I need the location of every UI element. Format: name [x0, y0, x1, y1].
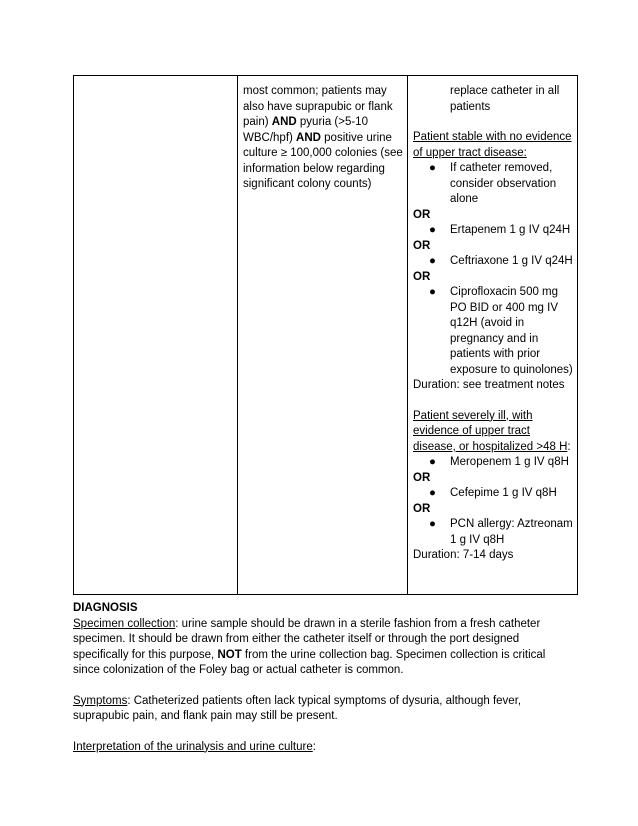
- table-cell-empty: [74, 76, 238, 595]
- stable-heading: Patient stable with no evidence of upper tract disease:: [413, 131, 572, 159]
- bullet-icon: ●: [429, 487, 436, 499]
- severe-heading-wrap: [413, 409, 573, 456]
- interpretation-colon: :: [312, 740, 316, 753]
- or-label: OR: [413, 270, 431, 283]
- or-label: OR: [413, 502, 431, 515]
- criteria-text-3: positive urine culture ≥ 100,000 colonies (see information below regarding significant colony counts): [243, 131, 403, 190]
- list-item: [413, 455, 573, 471]
- symptoms-text: : Catheterized patients often lack typical symptoms of dysuria, although fever, suprapubic pain, and flank pain may still be present.: [73, 694, 522, 722]
- list-item: [413, 254, 573, 270]
- list-item: [413, 223, 573, 239]
- list-item: [413, 161, 573, 208]
- criteria-and-2: AND: [296, 131, 321, 144]
- bullet-icon: ●: [429, 255, 436, 267]
- specimen-paragraph: [73, 617, 573, 679]
- stable-options-list: [413, 254, 573, 270]
- severe-options-list: [413, 517, 573, 548]
- option-text: If catheter removed, consider observation alone: [450, 162, 557, 205]
- bullet-icon: ●: [429, 518, 436, 530]
- specimen-text-1: : urine sample should be drawn in a sterile fashion from a fresh catheter specimen. It should be drawn from either the catheter itself or through the port designed specifically for this purpose,: [73, 617, 541, 661]
- severe-heading-colon: :: [567, 440, 571, 453]
- list-item: [413, 517, 573, 548]
- option-text: Cefepime 1 g IV q8H: [450, 487, 557, 499]
- stable-duration: Duration: see treatment notes: [413, 379, 565, 391]
- or-label: OR: [413, 471, 431, 484]
- or-label: OR: [413, 208, 431, 221]
- bullet-icon: ●: [429, 286, 436, 298]
- symptoms-label: Symptoms: [73, 694, 128, 707]
- severe-options-list: [413, 455, 573, 471]
- continued-text: replace catheter in all patients: [450, 85, 560, 113]
- interpretation-label: Interpretation of the urinalysis and urine culture: [73, 740, 313, 753]
- option-text: Meropenem 1 g IV q8H: [450, 456, 569, 468]
- list-item: [413, 486, 573, 502]
- stable-options-list: [413, 223, 573, 239]
- interpretation-paragraph: [73, 740, 573, 756]
- option-text: Ciprofloxacin 500 mg PO BID or 400 mg IV q12H (avoid in pregnancy and in patients with prior exposure to quinolones): [450, 286, 573, 376]
- bullet-icon: ●: [429, 224, 436, 236]
- table-row: [74, 76, 578, 595]
- list-item: [413, 285, 573, 378]
- option-text: Ertapenem 1 g IV q24H: [450, 224, 571, 236]
- specimen-text-2: from the urine collection bag. Specimen collection is critical since colonization of the Foley bag or actual catheter is common.: [73, 648, 546, 676]
- table-cell-criteria: [238, 76, 408, 595]
- diagnosis-section: [73, 601, 573, 770]
- severe-duration: Duration: 7-14 days: [413, 549, 514, 561]
- severe-options-list: [413, 486, 573, 502]
- criteria-text-1: most common; patients may also have suprapubic or flank pain): [243, 85, 393, 128]
- option-text: PCN allergy: Aztreonam 1 g IV q8H: [450, 518, 573, 546]
- stable-options-list: [413, 161, 573, 208]
- specimen-label: Specimen collection: [73, 617, 176, 630]
- or-label: OR: [413, 239, 431, 252]
- stable-options-list: [413, 285, 573, 378]
- treatment-table: [73, 75, 578, 595]
- criteria-text-2: pyuria (>5-10 WBC/hpf): [243, 116, 368, 144]
- severe-heading: Patient severely ill, with evidence of upper tract disease, or hospitalized >48 H: [413, 409, 568, 453]
- bullet-icon: ●: [429, 456, 436, 468]
- specimen-not: NOT: [217, 648, 242, 661]
- diagnosis-heading: DIAGNOSIS: [73, 602, 138, 614]
- table-cell-treatment: [408, 76, 578, 595]
- symptoms-paragraph: [73, 694, 573, 725]
- bullet-icon: ●: [429, 162, 436, 174]
- option-text: Ceftriaxone 1 g IV q24H: [450, 255, 573, 267]
- criteria-and-1: AND: [271, 116, 297, 128]
